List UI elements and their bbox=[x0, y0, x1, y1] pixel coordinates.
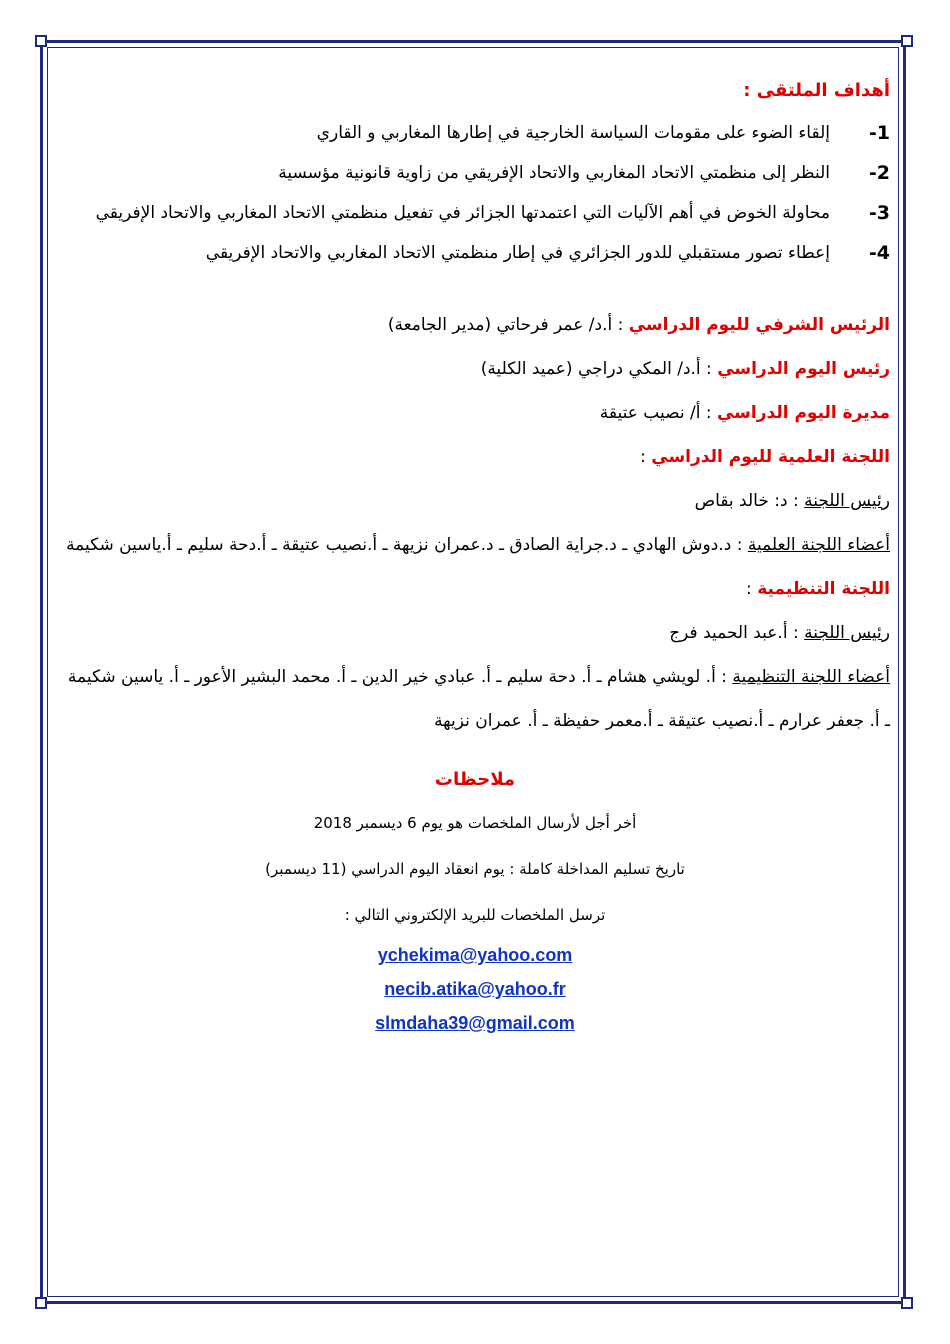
organizing-chair-value: : أ.عبد الحميد فرج bbox=[669, 623, 805, 643]
document-body bbox=[60, 80, 890, 1040]
goal-number: 1- bbox=[868, 122, 890, 144]
email-intro: ترسل الملخصات للبريد الإلكتروني التالي : bbox=[344, 906, 606, 924]
border-corner-ornament bbox=[35, 35, 47, 47]
email-link[interactable]: ychekima@yahoo.com bbox=[377, 945, 573, 965]
honorary-president-label: الرئيس الشرفي لليوم الدراسي bbox=[628, 315, 890, 335]
director-value: : أ/ نصيب عتيقة bbox=[599, 403, 717, 423]
organizing-committee-title: اللجنة التنظيمية bbox=[757, 579, 890, 599]
organizing-committee-title-line bbox=[60, 567, 890, 611]
goal-item bbox=[60, 193, 890, 233]
honorary-president-value: : أ.د/ عمر فرحاتي (مدير الجامعة) bbox=[387, 315, 629, 335]
goal-number: 2- bbox=[868, 162, 890, 184]
honorary-president-line bbox=[60, 303, 890, 347]
organizing-members-line bbox=[60, 655, 890, 743]
scientific-members-label: أعضاء اللجنة العلمية bbox=[747, 535, 890, 555]
border-corner-ornament bbox=[901, 1297, 913, 1309]
president-line bbox=[60, 347, 890, 391]
president-label: رئيس اليوم الدراسي bbox=[717, 359, 890, 379]
scientific-chair-value: : د: خالد بقاص bbox=[694, 491, 805, 511]
organizing-chair-line bbox=[60, 611, 890, 655]
organizing-members-label: أعضاء اللجنة التنظيمية bbox=[732, 667, 890, 687]
director-label: مديرة اليوم الدراسي bbox=[716, 403, 890, 423]
organizing-committee-title-suffix: : bbox=[746, 579, 758, 599]
email-link[interactable]: slmdaha39@gmail.com bbox=[375, 1013, 575, 1033]
organizing-members-value: : أ. لويشي هشام ـ أ. دحة سليم ـ أ. عبادي خير الدين ـ أ. محمد البشير الأعور ـ أ. ياسين شكيمة ـ أ. جعفر عرارم ـ أ.نصيب عتيقة ـ أ.معمر حفيظة ـ أ. عمران نزيهة bbox=[67, 667, 890, 731]
notes-section bbox=[60, 769, 890, 1040]
scientific-members-line bbox=[60, 523, 890, 567]
goal-item bbox=[60, 113, 890, 153]
scientific-committee-title: اللجنة العلمية لليوم الدراسي bbox=[651, 447, 890, 467]
goals-list bbox=[60, 113, 890, 273]
goal-number: 4- bbox=[868, 242, 890, 264]
border-corner-ornament bbox=[35, 1297, 47, 1309]
goal-text: إعطاء تصور مستقبلي للدور الجزائري في إطار منظمتي الاتحاد المغاربي والاتحاد الإفريقي bbox=[205, 243, 830, 263]
notes-title: ملاحظات bbox=[434, 769, 516, 790]
director-line bbox=[60, 391, 890, 435]
scientific-chair-line bbox=[60, 479, 890, 523]
goal-text: محاولة الخوض في أهم الآليات التي اعتمدتها الجزائر في تفعيل منظمتي الاتحاد المغاربي والاتحاد الإفريقي bbox=[95, 203, 830, 223]
president-value: : أ.د/ المكي دراجي (عميد الكلية) bbox=[480, 359, 718, 379]
goal-text: النظر إلى منظمتي الاتحاد المغاربي والاتحاد الإفريقي من زاوية قانونية مؤسسية bbox=[278, 163, 830, 183]
organizing-chair-label: رئيس اللجنة bbox=[804, 623, 890, 643]
email-link[interactable]: necib.atika@yahoo.fr bbox=[384, 979, 566, 999]
goal-item bbox=[60, 153, 890, 193]
scientific-chair-label: رئيس اللجنة bbox=[804, 491, 890, 511]
goal-number: 3- bbox=[868, 202, 890, 224]
scientific-committee-title-line bbox=[60, 435, 890, 479]
border-corner-ornament bbox=[901, 35, 913, 47]
abstract-deadline: أخر أجل لأرسال الملخصات هو يوم 6 ديسمبر 2018 bbox=[313, 814, 637, 832]
goals-title: أهداف الملتقى : bbox=[743, 80, 890, 101]
scientific-committee-title-suffix: : bbox=[640, 447, 652, 467]
goal-item bbox=[60, 233, 890, 273]
paper-delivery-date: تاريخ تسليم المداخلة كاملة : يوم انعقاد اليوم الدراسي (11 ديسمبر) bbox=[265, 860, 685, 878]
scientific-members-value: : د.دوش الهادي ـ د.جراية الصادق ـ د.عمران نزيهة ـ أ.نصيب عتيقة ـ أ.دحة سليم ـ أ.ياسين شكيمة bbox=[66, 535, 748, 555]
goal-text: إلقاء الضوء على مقومات السياسة الخارجية في إطارها المغاربي و القاري bbox=[316, 123, 830, 143]
